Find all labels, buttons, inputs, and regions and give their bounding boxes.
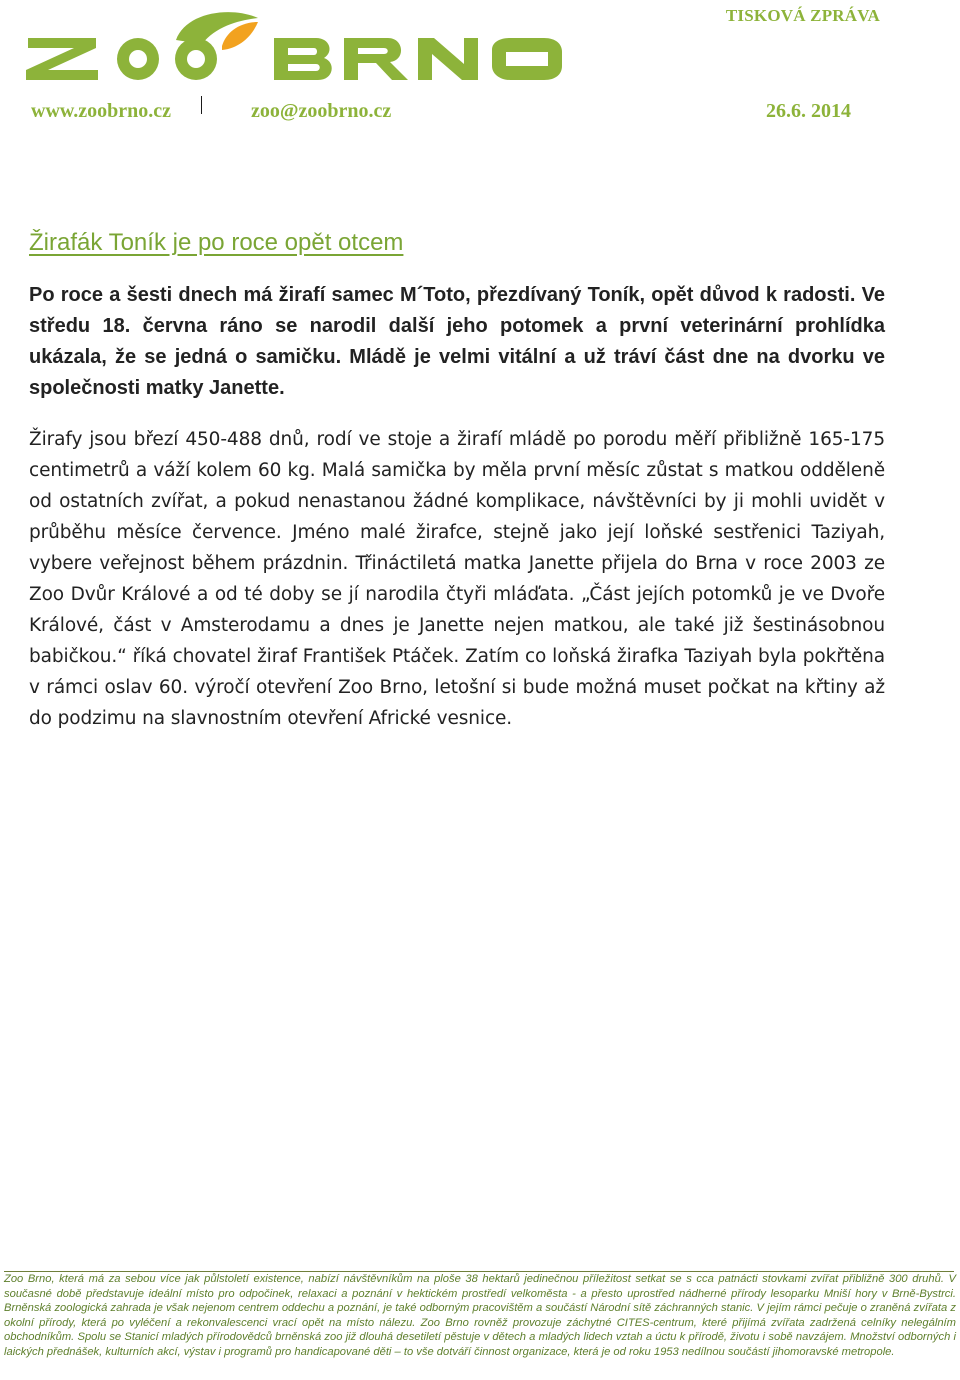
- website-link[interactable]: www.zoobrno.cz: [31, 100, 171, 122]
- release-date: 26.6. 2014: [766, 100, 851, 122]
- article-title: Žirafák Toník je po roce opět otcem: [29, 229, 404, 256]
- zoo-brno-logo: [26, 8, 566, 80]
- article-body: Žirafy jsou březí 450-488 dnů, rodí ve stoje a žirafí mládě po porodu měří přibližně 165-175 centimetrů a váží kolem 60 kg. Malá samička by měla první měsíc zůstat s matkou odděleně od ostatních zvířat, a pokud nenastanou žádné komplikace, návštěvníci by ji mohli uvidět v průběhu měsíce července. Jméno malé žirafce, stejně jako její loňské sestřenici Taziyah, vybere veřejnost během prázdnin. Třináctiletá matka Janette přijela do Brna v roce 2003 ze Zoo Dvůr Králové a od té doby se jí narodila čtyři mláďata. „Část jejích potomků je ve Dvoře Králové, část v Amsterodamu a dnes je Janette nejen matkou, ale také již šestinásobnou babičkou.“ říká chovatel žiraf František Ptáček. Zatím co loňská žirafka Taziyah byla pokřtěna v rámci oslav 60. výročí otevření Zoo Brno, letošní si bude možná muset počkat na křtiny až do podzimu na slavnostním otevření Africké vesnice.: [29, 429, 885, 729]
- contact-row: [31, 100, 851, 128]
- article-lead: Po roce a šesti dnech má žirafí samec M´Toto, přezdívaný Toník, opět důvod k radosti. Ve středu 18. června ráno se narodil další jeho potomek a první veterinární prohlídka ukázala, že se jedná o samičku. Mládě je velmi vitální a už tráví část dne na dvorku ve společnosti matky Janette.: [29, 284, 885, 399]
- separator-bar: [201, 96, 202, 114]
- document-type-label: TISKOVÁ ZPRÁVA: [725, 6, 880, 25]
- footer-text: Zoo Brno, která má za sebou více jak půlstoletí existence, nabízí návštěvníkům na ploše 38 hektarů jedinečnou příležitost setkat se s cca patnácti stovkami zvířat přibližně 300 druhů. V současné době představuje ideální místo pro odpočinek, relaxaci a poznání v hektickém prostředí velkoměsta - a přesto uprostřed nádherné přírody lesoparku Mniší hory v Brně-Bystrci. Brněnská zoologická zahrada je však nejenom centrem oddechu a poznání, je také odborným pracovištěm a součástí Národní sítě záchranných stanic. V jejím rámci pečuje o zraněná zvířata z okolní přírody, která po vyléčení a rekonvalescenci vrací opět na místo nálezu. Zoo Brno rovněž provozuje záchytné CITES-centrum, které přijímá zvířata zadržená celníky nelegálním obchodníkům. Spolu se Stanicí mladých přírodovědců brněnská zoo již dlouhá desetiletí pěstuje v dětech a mladých lidech vztah a úctu k přírodě, životu i sobě navzájem. Množství odborných i laických přednášek, kulturních akcí, výstav i programů pro handicapované děti – to vše dotváří činnost organizace, která je od roku 1953 nedílnou součástí jihomoravské metropole.: [4, 1273, 956, 1358]
- email-link[interactable]: zoo@zoobrno.cz: [251, 100, 392, 122]
